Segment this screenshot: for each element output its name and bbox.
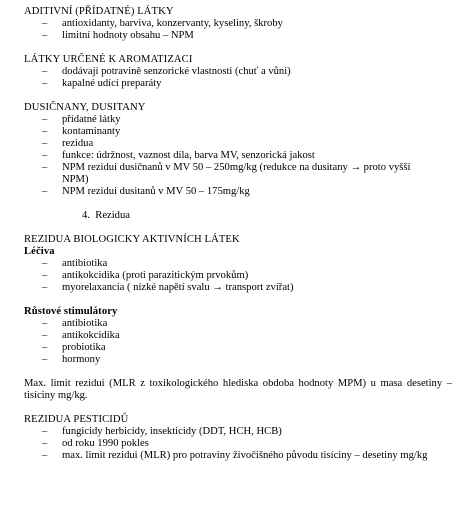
dash-bullet: – (42, 78, 48, 89)
heading-dusicnany-dusitany: DUSIČNANY, DUSITANY (24, 102, 146, 113)
spacer (24, 42, 452, 54)
list-item (24, 330, 452, 342)
list-item-text: kapalné udící preparáty (62, 78, 162, 89)
list-aromatizace (24, 66, 452, 90)
list-item (24, 138, 452, 150)
list-item-text: antibiotika (62, 318, 108, 329)
dash-bullet: – (42, 342, 48, 353)
dash-bullet: – (42, 426, 48, 437)
list-item-text: antikokcidika (proti parazitickým prvokům) (62, 270, 249, 281)
list-item (24, 186, 452, 198)
dash-bullet: – (42, 282, 48, 293)
dash-bullet: – (42, 450, 48, 461)
list-item (24, 426, 452, 438)
list-pesticidy (24, 426, 452, 462)
list-item-text: fungicidy herbicidy, insekticidy (DDT, HCH, HCB) (62, 426, 282, 437)
list-item (24, 318, 452, 330)
list-item-text: antioxidanty, barviva, konzervanty, kyseliny, škroby (62, 18, 283, 29)
dash-bullet: – (42, 186, 48, 197)
dash-bullet: – (42, 318, 48, 329)
list-item (24, 78, 452, 90)
list-item-text: hormony (62, 354, 101, 365)
subheading-leciva: Léčiva (24, 246, 55, 257)
list-rustove-stimulatory (24, 318, 452, 366)
list-item (24, 450, 452, 462)
list-item-text: limitní hodnoty obsahu – NPM (62, 30, 194, 41)
dash-bullet: – (42, 258, 48, 269)
list-item-text: NPM rezidui dusitanů v MV 50 – 175mg/kg (62, 186, 250, 197)
spacer (24, 90, 452, 102)
subheading-rustove-stimulatory: Růstové stimulátory (24, 306, 118, 317)
list-item-text: NPM rezidui dusičnanů v MV 50 – 250mg/kg (redukce na dusitany → proto vyšší NPM) (62, 162, 411, 185)
list-item (24, 282, 452, 294)
list-dusicnany (24, 114, 452, 198)
list-item-text: od roku 1990 pokles (62, 438, 149, 449)
list-item (24, 270, 452, 282)
dash-bullet: – (42, 114, 48, 125)
dash-bullet: – (42, 126, 48, 137)
dash-bullet: – (42, 66, 48, 77)
list-item-text: přídatné látky (62, 114, 121, 125)
list-item (24, 30, 452, 42)
list-item (24, 150, 452, 162)
heading-number: 4. (82, 210, 90, 221)
list-item-text: myorelaxancia ( nízké napětí svalu → transport zvířat) (62, 282, 294, 293)
heading-biologicky-aktivni: REZIDUA BIOLOGICKY AKTIVNÍCH LÁTEK (24, 234, 240, 245)
spacer (24, 222, 452, 234)
list-item (24, 438, 452, 450)
list-item (24, 114, 452, 126)
list-item-text: kontaminanty (62, 126, 121, 137)
spacer (24, 294, 452, 306)
heading-label: Rezidua (95, 210, 130, 221)
list-item-text: max. limit rezidui (MLR) pro potraviny živočišného původu tisíciny – desetiny mg/kg (62, 450, 428, 461)
dash-bullet: – (42, 162, 48, 173)
document-page (24, 6, 452, 462)
dash-bullet: – (42, 270, 48, 281)
list-item (24, 342, 452, 354)
dash-bullet: – (42, 18, 48, 29)
heading-aromatizace: LÁTKY URČENÉ K AROMATIZACI (24, 54, 193, 65)
list-leciva (24, 258, 452, 294)
spacer (24, 198, 452, 210)
list-item (24, 66, 452, 78)
heading-aditivni-latky: ADITIVNÍ (PŘÍDATNÉ) LÁTKY (24, 6, 174, 17)
dash-bullet: – (42, 138, 48, 149)
list-item-text: dodávají potravině senzorické vlastnosti (chuť a vůni) (62, 66, 291, 77)
numbered-heading-rezidua (24, 210, 452, 222)
spacer (24, 402, 452, 414)
list-item (24, 354, 452, 366)
list-item (24, 18, 452, 30)
list-item (24, 126, 452, 138)
paragraph-mlr: Max. limit rezidui (MLR z toxikologického hlediska obdoba hodnoty MPM) u masa desetiny – tisíciny mg/kg. (24, 378, 452, 401)
list-item (24, 162, 452, 186)
list-aditivni-latky (24, 18, 452, 42)
list-item-text: probiotika (62, 342, 106, 353)
dash-bullet: – (42, 30, 48, 41)
dash-bullet: – (42, 150, 48, 161)
dash-bullet: – (42, 330, 48, 341)
heading-rezidua-pesticidu: REZIDUA PESTICIDŮ (24, 414, 129, 425)
dash-bullet: – (42, 438, 48, 449)
list-item-text: antibiotika (62, 258, 108, 269)
list-item (24, 258, 452, 270)
list-item-text: antikokcidika (62, 330, 120, 341)
spacer (24, 366, 452, 378)
list-item-text: rezidua (62, 138, 94, 149)
dash-bullet: – (42, 354, 48, 365)
list-item-text: funkce: údržnost, vaznost díla, barva MV, senzorická jakost (62, 150, 315, 161)
